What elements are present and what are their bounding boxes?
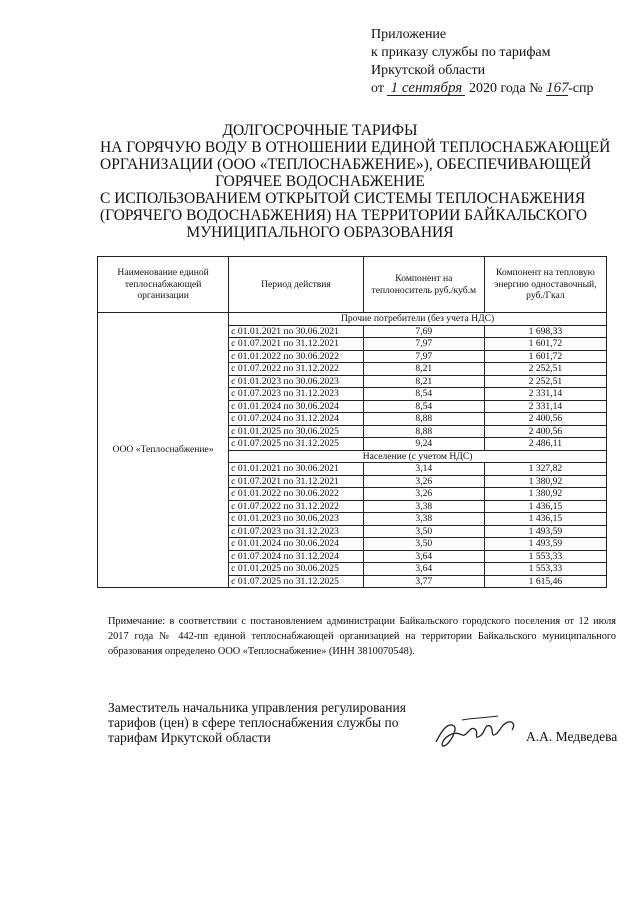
- energy-cell: 2 252,51: [484, 375, 606, 388]
- period-cell: с 01.01.2025 по 30.06.2025: [229, 563, 364, 576]
- group-label: Прочие потребители (без учета НДС): [229, 313, 607, 326]
- date-prefix: от: [371, 81, 384, 96]
- document-title: [100, 122, 611, 241]
- energy-cell: 1 601,72: [484, 338, 606, 351]
- energy-cell: 2 252,51: [484, 363, 606, 376]
- energy-cell: 2 400,56: [484, 413, 606, 426]
- period-cell: с 01.01.2023 по 30.06.2023: [229, 375, 364, 388]
- title-line: ОРГАНИЗАЦИИ (ООО «ТЕПЛОСНАБЖЕНИЕ»), ОБЕСПЕЧИВАЮЩЕЙ: [100, 156, 592, 173]
- energy-cell: 1 553,33: [484, 563, 606, 576]
- energy-cell: 1 553,33: [484, 550, 606, 563]
- component-cell: 8,88: [363, 413, 484, 426]
- period-cell: с 01.07.2022 по 31.12.2022: [229, 500, 364, 513]
- handwritten-date: 1 сентября: [387, 81, 465, 96]
- component-cell: 3,77: [363, 575, 484, 588]
- period-cell: с 01.01.2024 по 30.06.2024: [229, 400, 364, 413]
- component-cell: 3,38: [363, 513, 484, 526]
- component-cell: 3,64: [363, 563, 484, 576]
- appendix-line-2: к приказу службы по тарифам: [371, 45, 551, 60]
- period-cell: с 01.01.2022 по 30.06.2022: [229, 488, 364, 501]
- component-cell: 7,97: [363, 350, 484, 363]
- energy-cell: 1 615,46: [484, 575, 606, 588]
- period-cell: с 01.01.2024 по 30.06.2024: [229, 538, 364, 551]
- number-suffix: -спр: [568, 81, 594, 96]
- header-org: Наименование единой теплоснабжающей организации: [98, 257, 229, 313]
- position-line: тарифам Иркутской области: [108, 730, 271, 745]
- title-line: МУНИЦИПАЛЬНОГО ОБРАЗОВАНИЯ: [186, 224, 454, 241]
- tariff-table: [97, 256, 607, 588]
- period-cell: с 01.07.2022 по 31.12.2022: [229, 363, 364, 376]
- period-cell: с 01.01.2023 по 30.06.2023: [229, 513, 364, 526]
- period-cell: с 01.07.2025 по 31.12.2025: [229, 438, 364, 451]
- component-cell: 3,26: [363, 488, 484, 501]
- date-suffix: 2020 года №: [468, 81, 543, 96]
- appendix-block: [371, 26, 594, 98]
- handwritten-signature: [432, 712, 522, 752]
- energy-cell: 2 331,14: [484, 388, 606, 401]
- group-row: [98, 313, 607, 326]
- appendix-line-1: Приложение: [371, 27, 447, 42]
- component-cell: 3,14: [363, 463, 484, 476]
- period-cell: с 01.07.2024 по 31.12.2024: [229, 413, 364, 426]
- header-component: Компонент на теплоноситель руб./куб.м: [363, 257, 484, 313]
- component-cell: 8,54: [363, 388, 484, 401]
- energy-cell: 1 380,92: [484, 488, 606, 501]
- header-period: Период действия: [229, 257, 364, 313]
- period-cell: с 01.07.2021 по 31.12.2021: [229, 338, 364, 351]
- energy-cell: 1 436,15: [484, 513, 606, 526]
- component-cell: 3,38: [363, 500, 484, 513]
- period-cell: с 01.01.2021 по 30.06.2021: [229, 325, 364, 338]
- period-cell: с 01.01.2021 по 30.06.2021: [229, 463, 364, 476]
- period-cell: с 01.07.2023 по 31.12.2023: [229, 525, 364, 538]
- table-body: [98, 313, 607, 588]
- component-cell: 8,88: [363, 425, 484, 438]
- component-cell: 7,69: [363, 325, 484, 338]
- title-line: С ИСПОЛЬЗОВАНИЕМ ОТКРЫТОЙ СИСТЕМЫ ТЕПЛОСНАБЖЕНИЯ: [100, 190, 586, 207]
- energy-cell: 1 327,82: [484, 463, 606, 476]
- note-paragraph: Примечание: в соответствии с постановлением администрации Байкальского городского поселения от 12 июля 2017 года № 442-пп единой теплоснабжающей организацией на территории Байкальского муниципального образования определено ООО «Теплоснабжение» (ИНН 3810070548).: [108, 616, 616, 657]
- component-cell: 9,24: [363, 438, 484, 451]
- energy-cell: 1 493,59: [484, 525, 606, 538]
- position-line: тарифов (цен) в сфере теплоснабжения службы по: [108, 715, 399, 730]
- period-cell: с 01.01.2025 по 30.06.2025: [229, 425, 364, 438]
- header-energy: Компонент на тепловую энергию одноставочный, руб./Гкал: [484, 257, 606, 313]
- component-cell: 3,26: [363, 475, 484, 488]
- group-label: Население (с учетом НДС): [229, 450, 607, 463]
- component-cell: 3,64: [363, 550, 484, 563]
- title-line: НА ГОРЯЧУЮ ВОДУ В ОТНОШЕНИИ ЕДИНОЙ ТЕПЛОСНАБЖАЮЩЕЙ: [100, 139, 611, 156]
- component-cell: 3,50: [363, 538, 484, 551]
- energy-cell: 1 380,92: [484, 475, 606, 488]
- energy-cell: 1 493,59: [484, 538, 606, 551]
- component-cell: 7,97: [363, 338, 484, 351]
- energy-cell: 2 331,14: [484, 400, 606, 413]
- component-cell: 8,21: [363, 363, 484, 376]
- title-line: ГОРЯЧЕЕ ВОДОСНАБЖЕНИЕ: [215, 173, 425, 190]
- period-cell: с 01.01.2022 по 30.06.2022: [229, 350, 364, 363]
- appendix-line-3: Иркутской области: [371, 63, 486, 78]
- signer-name: А.А. Медведева: [526, 729, 618, 744]
- component-cell: 3,50: [363, 525, 484, 538]
- energy-cell: 1 698,33: [484, 325, 606, 338]
- table-header-row: [98, 257, 607, 313]
- energy-cell: 2 400,56: [484, 425, 606, 438]
- position-line: Заместитель начальника управления регулирования: [108, 700, 406, 715]
- energy-cell: 1 436,15: [484, 500, 606, 513]
- signature-position: [108, 700, 406, 745]
- component-cell: 8,21: [363, 375, 484, 388]
- energy-cell: 2 486,11: [484, 438, 606, 451]
- period-cell: с 01.07.2025 по 31.12.2025: [229, 575, 364, 588]
- title-line: (ГОРЯЧЕГО ВОДОСНАБЖЕНИЯ) НА ТЕРРИТОРИИ БАЙКАЛЬСКОГО: [100, 207, 588, 224]
- organization-cell: ООО «Теплоснабжение»: [98, 313, 229, 588]
- component-cell: 8,54: [363, 400, 484, 413]
- handwritten-number: 167: [546, 80, 569, 96]
- period-cell: с 01.07.2021 по 31.12.2021: [229, 475, 364, 488]
- period-cell: с 01.07.2024 по 31.12.2024: [229, 550, 364, 563]
- energy-cell: 1 601,72: [484, 350, 606, 363]
- period-cell: с 01.07.2023 по 31.12.2023: [229, 388, 364, 401]
- appendix-date-line: [371, 80, 594, 98]
- title-line: ДОЛГОСРОЧНЫЕ ТАРИФЫ: [222, 122, 418, 139]
